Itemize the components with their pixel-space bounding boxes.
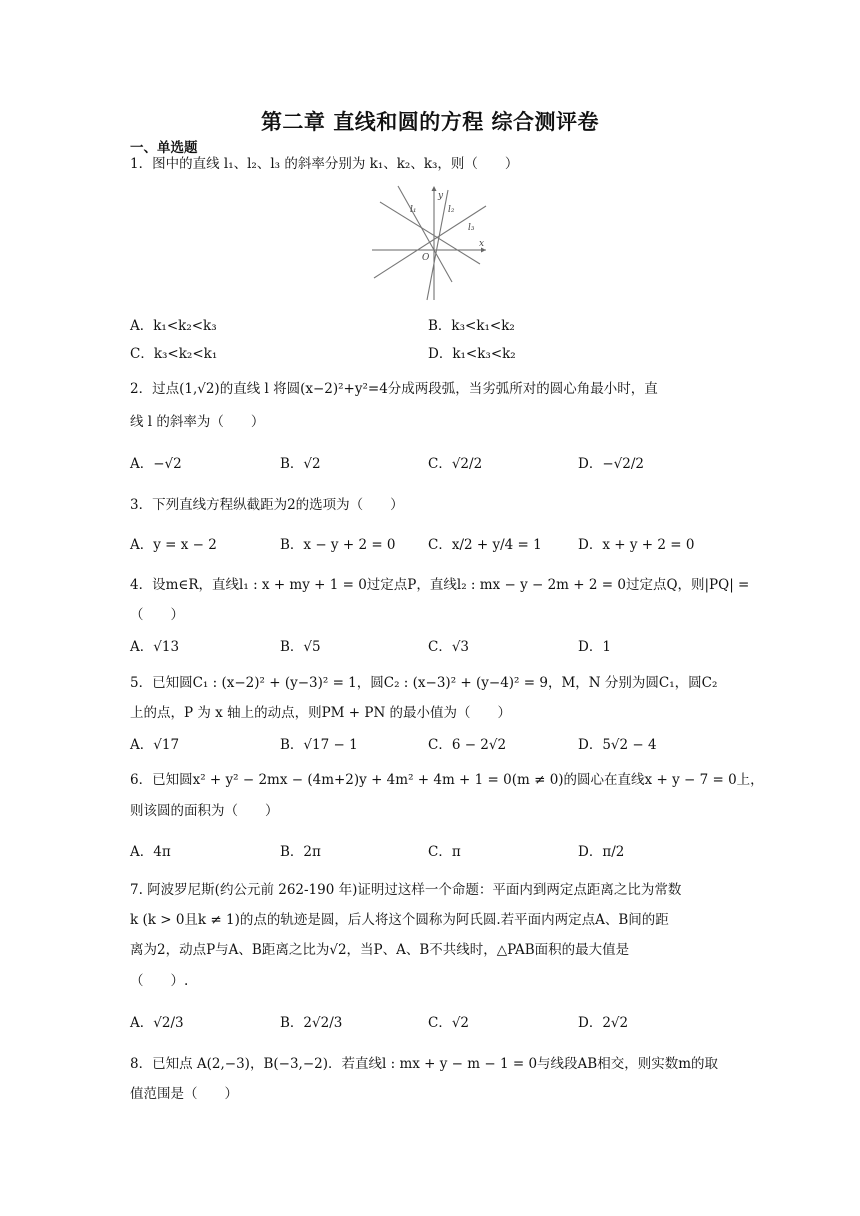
q6-stem-line2: 则该圆的面积为（ ） <box>130 803 279 819</box>
page-title: 第二章 直线和圆的方程 综合测评卷 <box>260 109 600 134</box>
q5-stem-line2: 上的点，P 为 x 轴上的动点，则PM + PN 的最小值为（ ） <box>130 705 512 721</box>
q7-stem-line1: 7. 阿波罗尼斯(约公元前 262-190 年)证明过这样一个命题：平面内到两定点距离之比为常数 <box>130 882 682 898</box>
q7-option-b: B．2√2/3 <box>280 1015 343 1031</box>
q2-stem-line2: 线 l 的斜率为（ ） <box>130 414 265 430</box>
q6-option-a: A．4π <box>130 844 171 860</box>
q1-option-a: A．k₁<k₂<k₃ <box>130 318 217 334</box>
line-extra <box>380 202 480 264</box>
q4-stem-line2: （ ） <box>130 607 184 623</box>
l3-label: l₃ <box>468 223 475 233</box>
q3-option-d: D．x + y + 2 = 0 <box>578 537 695 553</box>
q5-option-b: B．√17 − 1 <box>280 737 358 753</box>
q6-option-b: B．2π <box>280 844 321 860</box>
q6-stem-line1: 6．已知圆x² + y² − 2mx − (4m+2)y + 4m² + 4m + 1 = 0(m ≠ 0)的圆心在直线x + y − 7 = 0上， <box>130 772 764 788</box>
q5-option-a: A．√17 <box>130 737 180 753</box>
q4-stem-line1: 4．设m∈R，直线l₁ : x + my + 1 = 0过定点P，直线l₂ : mx − y − 2m + 2 = 0过定点Q，则|PQ| = <box>130 577 750 593</box>
q2-stem-line1: 2．过点(1,√2)的直线 l 将圆(x−2)²+y²=4分成两段弧，当劣弧所对的圆心角最小时，直 <box>130 381 658 397</box>
q1-stem: 1．图中的直线 l₁、l₂、l₃ 的斜率分别为 k₁、k₂、k₃，则（ ） <box>130 156 519 172</box>
q7-stem-line4: （ ）. <box>130 973 189 989</box>
q4-option-a: A．√13 <box>130 639 180 655</box>
q6-option-d: D．π/2 <box>578 844 625 860</box>
line-l1 <box>398 186 452 282</box>
q8-stem-line2: 值范围是（ ） <box>130 1086 238 1102</box>
y-axis-label: y <box>438 191 444 201</box>
q7-option-c: C．√2 <box>428 1015 470 1031</box>
q2-option-d: D．−√2/2 <box>578 456 644 472</box>
q7-option-a: A．√2/3 <box>130 1015 184 1031</box>
q5-option-c: C．6 − 2√2 <box>428 737 507 753</box>
q3-option-b: B．x − y + 2 = 0 <box>280 537 396 553</box>
q6-option-c: C．π <box>428 844 461 860</box>
origin-label: O <box>422 253 430 263</box>
q1-option-d: D．k₁<k₃<k₂ <box>428 346 516 362</box>
q3-option-c: C．x/2 + y/4 = 1 <box>428 537 542 553</box>
q8-stem-line1: 8．已知点 A(2,−3)，B(−3,−2)．若直线l : mx + y − m − 1 = 0与线段AB相交，则实数m的取 <box>130 1056 719 1072</box>
q7-stem-line2: k (k > 0且k ≠ 1)的点的轨迹是圆，后人将这个圆称为阿氏圆.若平面内两定点A、B间的距 <box>130 912 669 928</box>
q2-option-c: C．√2/2 <box>428 456 483 472</box>
q5-stem-line1: 5．已知圆C₁ : (x−2)² + (y−3)² = 1，圆C₂ : (x−3)² + (y−4)² = 9，M，N 分别为圆C₁，圆C₂ <box>130 675 718 691</box>
y-axis-arrow <box>432 186 437 191</box>
line-l3 <box>374 206 486 278</box>
q1-lines-figure <box>368 182 492 302</box>
q1-option-c: C．k₃<k₂<k₁ <box>130 346 218 362</box>
q5-option-d: D．5√2 − 4 <box>578 737 657 753</box>
q2-option-a: A．−√2 <box>130 456 182 472</box>
q1-option-b: B．k₃<k₁<k₂ <box>428 318 515 334</box>
q4-option-d: D．1 <box>578 639 611 655</box>
q3-option-a: A．y = x − 2 <box>130 537 217 553</box>
x-axis-label: x <box>479 239 485 249</box>
section-heading: 一、单选题 <box>130 140 198 156</box>
q4-option-c: C．√3 <box>428 639 470 655</box>
q4-option-b: B．√5 <box>280 639 321 655</box>
l1-label: l₁ <box>410 205 417 215</box>
l2-label: l₂ <box>448 205 455 215</box>
line-l2 <box>427 190 448 300</box>
q7-option-d: D．2√2 <box>578 1015 629 1031</box>
q7-stem-line3: 离为2，动点P与A、B距离之比为√2，当P、A、B不共线时，△PAB面积的最大值是 <box>130 942 630 958</box>
q2-option-b: B．√2 <box>280 456 321 472</box>
q3-stem: 3．下列直线方程纵截距为2的选项为（ ） <box>130 497 404 513</box>
